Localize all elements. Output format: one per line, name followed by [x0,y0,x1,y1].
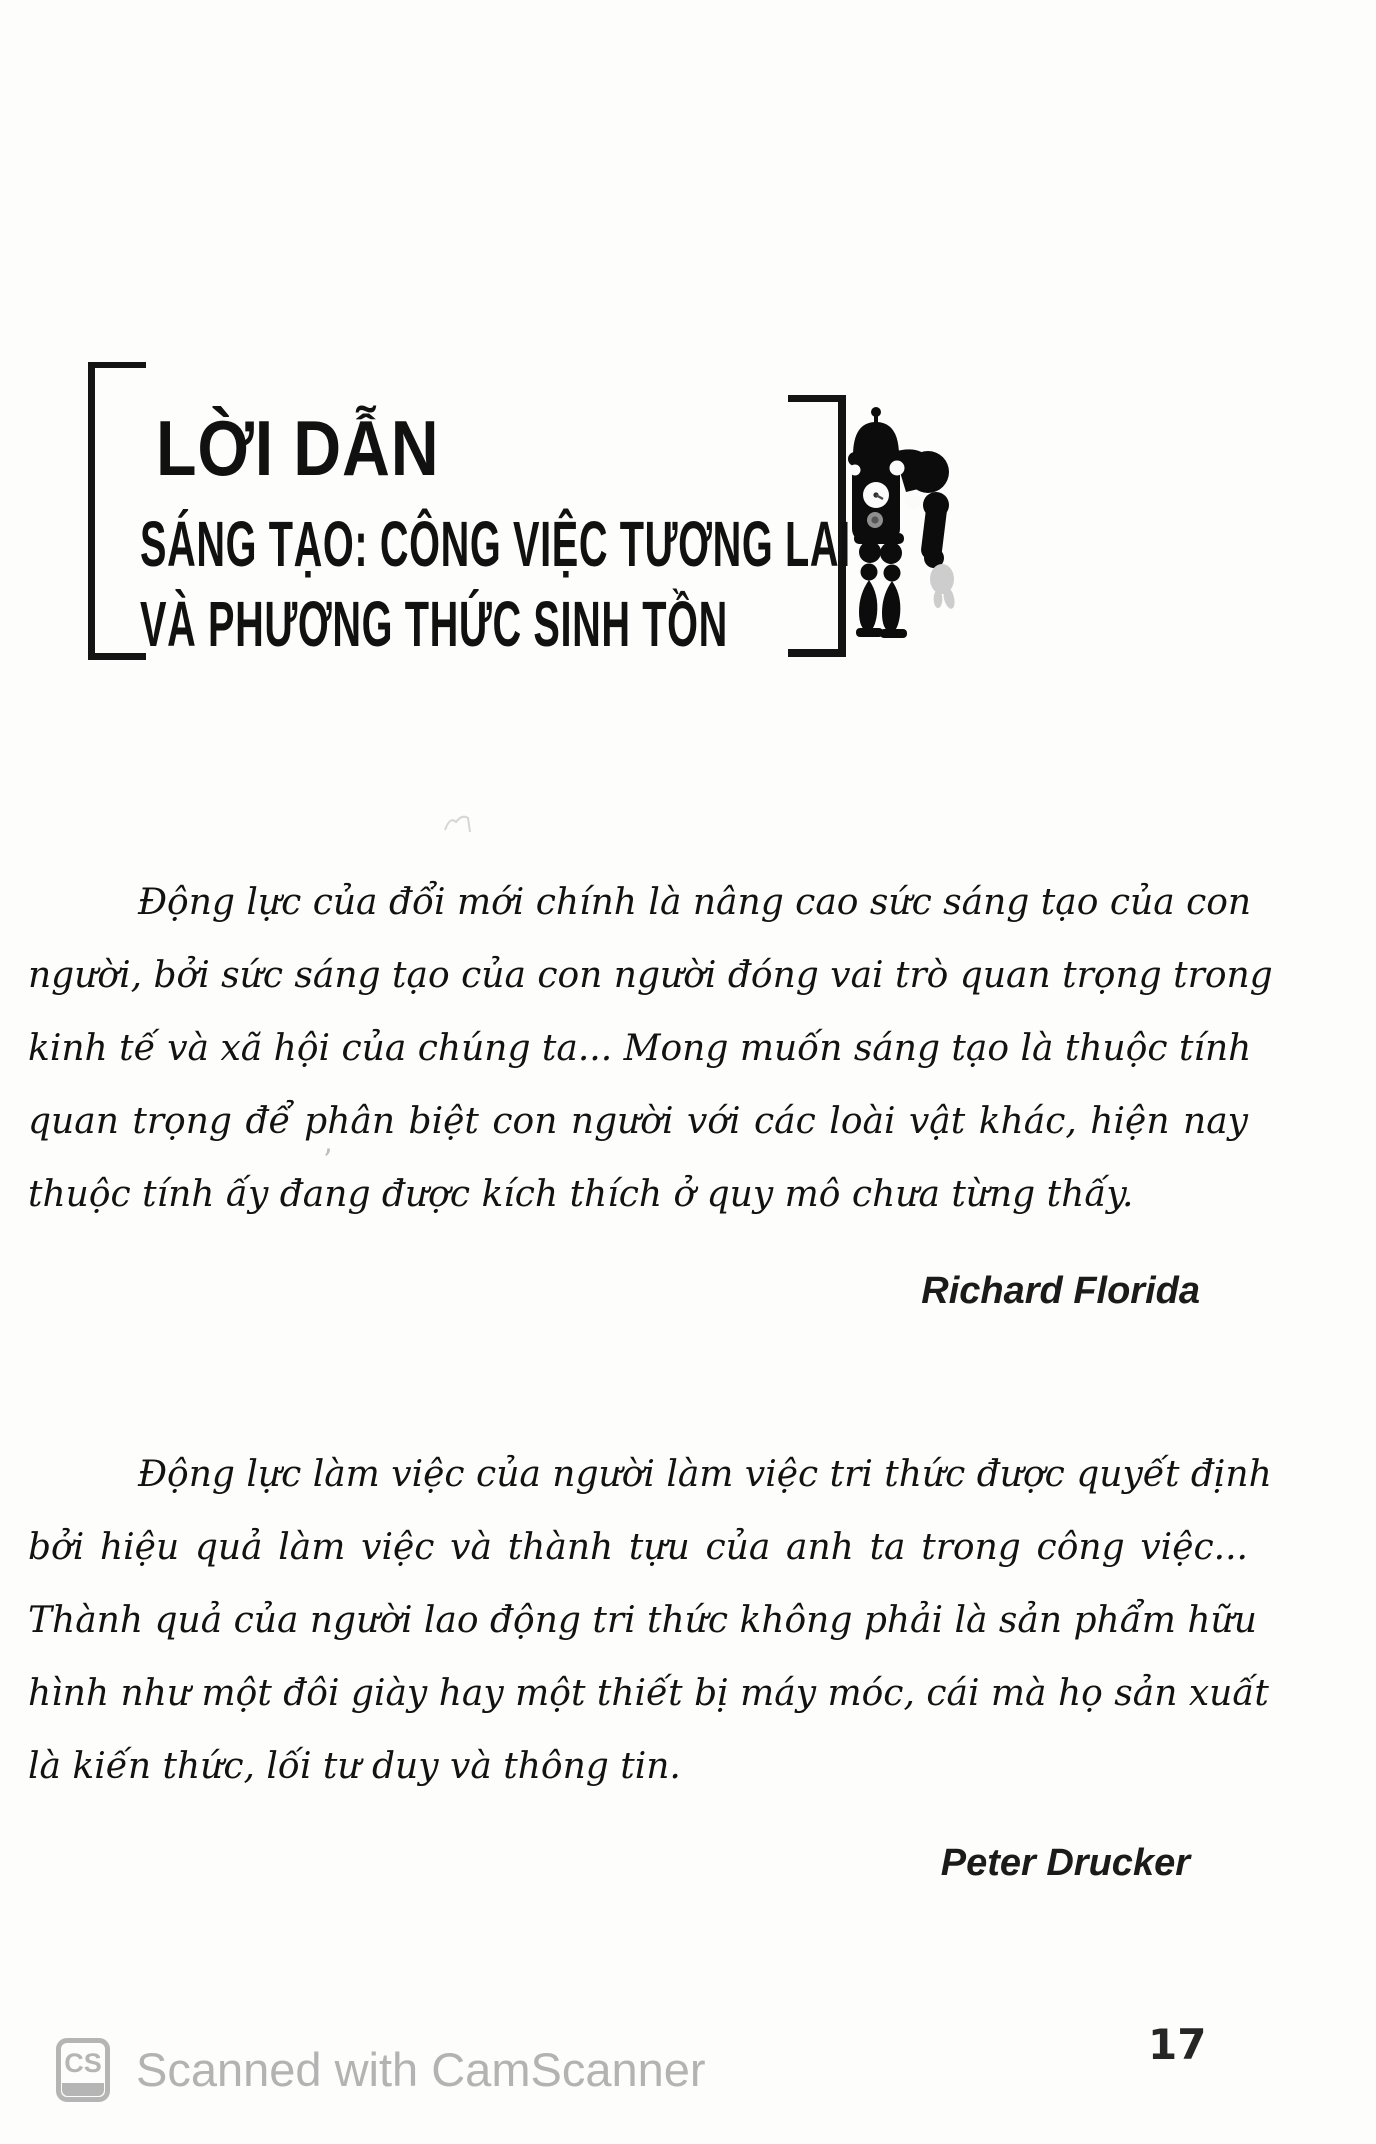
chapter-title: LỜI DẪN [156,404,440,492]
quote-line: hình như một đôi giày hay một thiết bị máy móc, cái mà họ sản xuất [28,1673,1269,1714]
attribution-peter-drucker: Peter Drucker [940,1842,1190,1884]
quote-line: kinh tế và xã hội của chúng ta... Mong muốn sáng tạo là thuộc tính [28,1028,1252,1069]
quote-line: người, bởi sức sáng tạo của con người đóng vai trò quan trọng trong [28,955,1273,996]
quote-line: là kiến thức, lối tư duy và thông tin. [28,1746,681,1787]
attribution-richard-florida: Richard Florida [921,1270,1200,1312]
quote-peter-drucker [28,1438,1272,1803]
scan-artifact-mark: ʼ [322,1144,332,1179]
camscanner-watermark-text: Scanned with CamScanner [136,2043,706,2096]
quote-line: Thành quả của người lao động tri thức không phải là sản phẩm hữu [28,1600,1257,1641]
quote-line: Động lực của đổi mới chính là nâng cao sức sáng tạo của con [138,882,1252,923]
quote-line: quan trọng để phân biệt con người với các loài vật khác, hiện nay [28,1101,1248,1142]
quote-line: Động lực làm việc của người làm việc tri thức được quyết định [138,1454,1272,1495]
robot-icon [846,402,970,650]
camscanner-icon [56,2038,110,2102]
chapter-subtitle-line2: VÀ PHƯƠNG THỨC SINH TỒN [140,588,728,660]
camscanner-icon-band [62,2083,104,2096]
quote-line: thuộc tính ấy đang được kích thích ở quy mô chưa từng thấy. [28,1174,1134,1215]
chapter-subtitle-line1: SÁNG TẠO: CÔNG VIỆC TƯƠNG LAI [140,508,851,580]
quote-richard-florida [28,866,1273,1231]
camscanner-icon-label: CS [64,2048,102,2078]
scan-artifact-squiggle [442,808,482,842]
decorative-bracket-left [88,362,146,660]
page-number: 17 [1148,2020,1207,2069]
quote-line: bởi hiệu quả làm việc và thành tựu của anh ta trong công việc... [28,1527,1248,1568]
